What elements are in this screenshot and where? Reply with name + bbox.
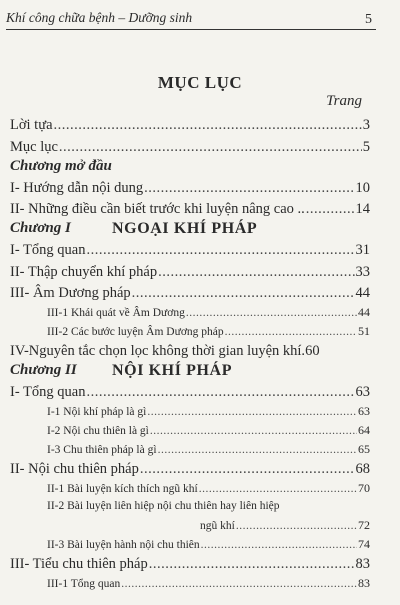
toc-entry-page: 72 [358, 518, 370, 532]
toc-entry-text: I-3 Chu thiên pháp là gì [47, 444, 157, 456]
toc-subentry-continuation [200, 518, 370, 533]
toc-entry [10, 285, 370, 302]
toc-entry-page: 31 [355, 242, 370, 258]
toc-entry [10, 384, 370, 401]
toc-subentry-line: II-2 Bài luyện liên hiệp nội chu thiên hay liên hiệp [47, 500, 280, 512]
chapter-heading-2 [10, 362, 233, 379]
toc-entry [10, 139, 370, 156]
toc-entry-page: 83 [355, 556, 370, 572]
toc-subentry [47, 305, 370, 320]
toc-entry [10, 556, 370, 573]
toc-entry-page: 33 [355, 264, 370, 280]
toc-entry-text: Mục lục [10, 139, 58, 155]
toc-entry-page: 68 [355, 461, 370, 477]
toc-entry-text: III-2 Các bước luyện Âm Dương pháp [47, 326, 224, 338]
section-heading-intro: Chương mở đầu [10, 158, 112, 174]
page-number: 5 [365, 12, 372, 27]
toc-entry-text: II- Thập chuyển khí pháp [10, 264, 158, 280]
toc-entry [10, 264, 370, 281]
toc-entry-page: 65 [358, 442, 370, 456]
toc-entry-page: 10 [355, 180, 370, 196]
toc-entry-page: 63 [358, 404, 370, 418]
toc-entry-text: II- Những điều cần biết trước khi luyện nâng cao .. [10, 201, 305, 217]
toc-entry-page: 51 [358, 324, 370, 338]
toc-entry-page: 63 [355, 384, 370, 400]
chapter-label: Chương I [10, 220, 71, 236]
toc-entry-text: II-1 Bài luyện kích thích ngũ khí [47, 483, 198, 495]
toc-entry-text: I- Tổng quan [10, 242, 86, 258]
toc-entry-text: III- Tiểu chu thiên pháp [10, 556, 148, 572]
toc-entry-text: I-2 Nội chu thiên là gì [47, 425, 149, 437]
toc-entry-text: II-3 Bài luyện hành nội chu thiên [47, 539, 200, 551]
toc-entry-page: 5 [362, 139, 370, 155]
toc-subentry [47, 537, 370, 552]
toc-entry-text: III- Âm Dương pháp [10, 285, 131, 301]
toc-entry-text: IV-Nguyên tắc chọn lọc không thời gian luyện khí. [10, 343, 306, 359]
toc-entry-text: ngũ khí [200, 520, 235, 532]
toc-entry-page: 14 [355, 201, 370, 217]
toc-subentry [47, 442, 370, 457]
toc-entry-text: I-1 Nội khí pháp là gì [47, 406, 147, 418]
toc-entry [10, 242, 370, 259]
toc-subentry [47, 576, 370, 591]
toc-entry-text: Lời tựa [10, 117, 53, 133]
toc-entry-page: 74 [358, 537, 370, 551]
toc-entry-text: III-1 Tổng quan [47, 578, 121, 590]
toc-subentry [47, 404, 370, 419]
toc-entry [10, 201, 370, 218]
page-column-label: Trang [326, 93, 362, 109]
toc-entry-page: 60 [305, 343, 320, 359]
toc-entry [10, 461, 370, 478]
toc-entry-page: 44 [355, 285, 370, 301]
running-head: Khí công chữa bệnh – Dưỡng sinh [6, 10, 376, 30]
toc-entry-page: 83 [358, 576, 370, 590]
toc-subentry [47, 481, 370, 496]
toc-entry-page: 44 [358, 305, 370, 319]
toc-entry-page: 70 [358, 481, 370, 495]
toc-entry [10, 180, 370, 197]
toc-entry-page: 3 [362, 117, 370, 133]
toc-entry-text: I- Hướng dẫn nội dung [10, 180, 144, 196]
toc-entry-page: 64 [358, 423, 370, 437]
toc-subentry [47, 324, 370, 339]
toc-entry-text: II- Nội chu thiên pháp [10, 461, 139, 477]
toc-entry [10, 117, 370, 134]
chapter-title: NỘI KHÍ PHÁP [112, 362, 233, 379]
chapter-title: NGOẠI KHÍ PHÁP [112, 220, 258, 237]
chapter-label: Chương II [10, 362, 77, 378]
toc-entry [10, 343, 370, 360]
toc-entry-text: III-1 Khái quát về Âm Dương [47, 307, 185, 319]
toc-title: MỤC LỤC [157, 73, 243, 92]
toc-subentry [47, 423, 370, 438]
toc-entry-text: I- Tổng quan [10, 384, 86, 400]
chapter-heading-1 [10, 220, 258, 237]
